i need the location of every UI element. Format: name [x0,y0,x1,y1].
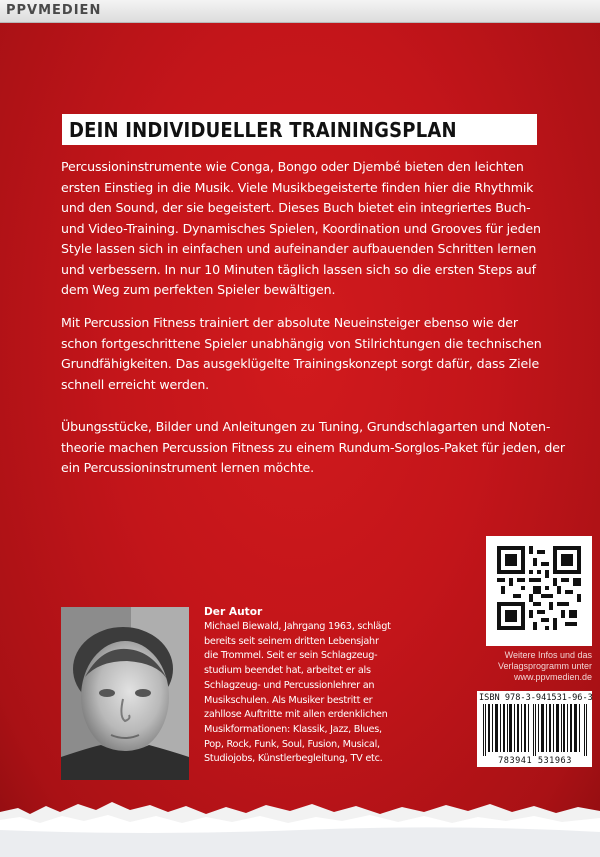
text-line: ein Percussioninstrument lernen möchte. [61,460,314,475]
text-line: Grundfähigkeiten. Das ausgeklügelte Trainingskonzept sorgt dafür, dass Ziele [61,356,540,371]
text-line: dem Weg zum perfekten Spieler bewältigen. [61,282,336,297]
qr-caption-line: Verlagsprogramm unter [497,661,592,671]
torn-edge-decoration [0,790,600,857]
bio-line: Musikformationen: Klassik, Jazz, Blues, [204,723,382,735]
publisher-bar [0,0,600,23]
barcode-number: 783941 531963 [498,756,572,766]
bio-line: Studiojobs, Künstlerbegleitung, TV etc. [204,753,383,765]
text-line: schnell erreicht werden. [61,376,210,392]
text-line: Percussioninstrumente wie Conga, Bongo oder Djembé bieten den leichten [61,159,524,174]
bio-line: Pop, Rock, Funk, Soul, Fusion, Musical, [204,738,380,750]
bio-line: die Trommel. Seit er sein Schlagzeug- [204,650,378,662]
text-line: ersten Einstieg in die Musik. Viele Musikbegeisterte finden hier die Rhythmik [61,179,534,195]
text-line: Mit Percussion Fitness trainiert der absolute Neueinsteiger ebenso wie der [61,315,518,330]
text-line: und verbessern. In nur 10 Minuten täglich lassen sich so die ersten Steps auf [61,261,536,277]
author-photo [61,607,189,780]
paragraph-3 [61,417,565,479]
bio-line: Schlagzeug- und Percussionlehrer an [204,679,375,691]
isbn-label: ISBN 978-3-941531-96-3 [479,693,593,703]
text-line: Style lassen sich in einfachen und aufeinander aufbauenden Schritten lernen [61,241,537,256]
bio-line: Michael Biewald, Jahrgang 1963, schlägt [204,621,391,632]
paragraph-1 [61,157,551,301]
bio-line: studium beendet hat, arbeitet er als [204,665,371,677]
publisher-logo: PPVMEDIEN [6,3,102,18]
text-line: und Video-Training. Dynamisches Spielen, Koordination und Grooves für jeden [61,220,541,236]
text-line: schon fortgeschrittene Spieler unabhängig von Stilrichtungen die technischen [61,335,542,351]
text-line: theorie machen Percussion Fitness zu einem Rundum-Sorglos-Paket für jeden, der [61,439,565,455]
qr-code-icon[interactable] [497,546,581,630]
author-bio [204,620,399,767]
bio-line: zahllose Auftritte mit allen erdenklichen [204,709,388,721]
text-line: Übungsstücke, Bilder und Anleitungen zu Tuning, Grundschlagarten und Noten- [61,419,551,434]
barcode-icon [481,704,589,756]
qr-caption-line: Weitere Infos und das [504,650,592,660]
headline: DEIN INDIVIDUELLER TRAININGSPLAN [69,118,457,142]
paragraph-2 [61,313,551,395]
qr-caption-line: www.ppvmedien.de [513,672,592,682]
bio-line: bereits seit seinem dritten Lebensjahr [204,635,379,647]
author-heading: Der Autor [204,606,263,618]
text-line: und den Sound, der sie begeistert. Dieses Buch bietet ein integriertes Buch- [61,200,531,215]
qr-caption [482,650,592,683]
bio-line: Musikschulen. Als Musiker bestritt er [204,694,373,706]
